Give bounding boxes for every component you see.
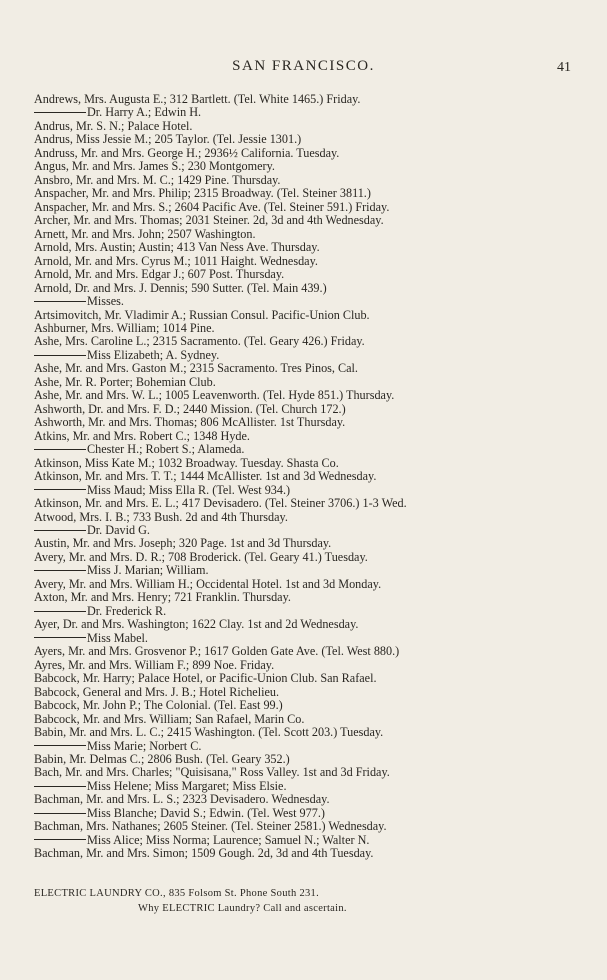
entry-text: Babcock, General and Mrs. J. B.; Hotel Richelieu.: [34, 684, 280, 699]
directory-entry: [34, 847, 574, 860]
directory-entry: [34, 120, 574, 133]
directory-sub-entry: [34, 632, 574, 645]
entry-text: Ayer, Dr. and Mrs. Washington; 1622 Clay. 1st and 2d Wednesday.: [34, 617, 359, 632]
directory-entry: [34, 187, 574, 200]
directory-entry: [34, 659, 574, 672]
entry-text: Bachman, Mr. and Mrs. Simon; 1509 Gough. 2d, 3d and 4th Tuesday.: [34, 846, 374, 861]
directory-sub-entry: [34, 740, 574, 753]
entry-text: Arnold, Mrs. Austin; Austin; 413 Van Ness Ave. Thursday.: [34, 240, 320, 255]
directory-entry: [34, 591, 574, 604]
directory-entry: [34, 753, 574, 766]
entry-text: Dr. David G.: [87, 523, 150, 537]
entry-text: Ashe, Mr. and Mrs. Gaston M.; 2315 Sacramento. Tres Pinos, Cal.: [34, 361, 358, 376]
directory-sub-entry: [34, 295, 574, 308]
directory-entry: [34, 645, 574, 658]
directory-entry: [34, 201, 574, 214]
directory-sub-entry: [34, 524, 574, 537]
directory-entry: [34, 511, 574, 524]
ditto-dash: [34, 301, 86, 302]
entry-text: Miss Helene; Miss Margaret; Miss Elsie.: [87, 778, 287, 793]
entry-text: Miss Elizabeth; A. Sydney.: [87, 347, 220, 362]
directory-sub-entry: [34, 605, 574, 618]
entry-text: Ashworth, Mr. and Mrs. Thomas; 806 McAllister. 1st Thursday.: [34, 415, 346, 430]
entry-text: Miss Maud; Miss Ella R. (Tel. West 934.): [87, 482, 291, 497]
entry-text: Bachman, Mrs. Nathanes; 2605 Steiner. (Tel. Steiner 2581.) Wednesday.: [34, 819, 387, 834]
ditto-dash: [34, 786, 86, 787]
directory-entry: [34, 699, 574, 712]
entry-text: Dr. Frederick R.: [87, 603, 167, 618]
entry-text: Anspacher, Mr. and Mrs. Philip; 2315 Broadway. (Tel. Steiner 3811.): [34, 186, 371, 201]
directory-entry: [34, 820, 574, 833]
footer-line-2: Why ELECTRIC Laundry? Call and ascertain.: [138, 903, 347, 914]
entry-text: Atwood, Mrs. I. B.; 733 Bush. 2d and 4th Thursday.: [34, 509, 288, 524]
directory-entry: [34, 430, 574, 443]
directory-entry: [34, 726, 574, 739]
entry-text: Artsimovitch, Mr. Vladimir A.; Russian Consul. Pacific-Union Club.: [34, 307, 370, 322]
entry-text: Andrus, Mr. S. N.; Palace Hotel.: [34, 118, 193, 133]
directory-sub-entry: [34, 443, 574, 456]
entry-text: Avery, Mr. and Mrs. William H.; Occidental Hotel. 1st and 3d Monday.: [34, 576, 382, 591]
directory-entry: [34, 766, 574, 779]
entry-text: Archer, Mr. and Mrs. Thomas; 2031 Steiner. 2d, 3d and 4th Wednesday.: [34, 213, 384, 228]
ditto-dash: [34, 355, 86, 356]
directory-entry: [34, 214, 574, 227]
entry-text: Ashe, Mrs. Caroline L.; 2315 Sacramento. (Tel. Geary 426.) Friday.: [34, 334, 365, 349]
entry-text: Babcock, Mr. John P.; The Colonial. (Tel. East 99.): [34, 698, 283, 713]
entry-text: Ansbro, Mr. and Mrs. M. C.; 1429 Pine. Thursday.: [34, 172, 281, 187]
advertisement-footer: [34, 886, 574, 916]
directory-sub-entry: [34, 807, 574, 820]
entry-text: Anspacher, Mr. and Mrs. S.; 2604 Pacific Ave. (Tel. Steiner 591.) Friday.: [34, 199, 390, 214]
entry-text: Atkinson, Mr. and Mrs. T. T.; 1444 McAllister. 1st and 3d Wednesday.: [34, 469, 377, 484]
directory-entry: [34, 497, 574, 510]
entry-text: Avery, Mr. and Mrs. D. R.; 708 Broderick. (Tel. Geary 41.) Tuesday.: [34, 549, 368, 564]
entry-text: Andrews, Mrs. Augusta E.; 312 Bartlett. (Tel. White 1465.) Friday.: [34, 92, 361, 106]
entry-text: Andruss, Mr. and Mrs. George H.; 2936½ California. Tuesday.: [34, 145, 340, 160]
directory-sub-entry: [34, 349, 574, 362]
entry-text: Dr. Harry A.; Edwin H.: [87, 105, 202, 120]
directory-entry: [34, 322, 574, 335]
entry-text: Ashburner, Mrs. William; 1014 Pine.: [34, 320, 215, 335]
entry-text: Ayres, Mr. and Mrs. William F.; 899 Noe. Friday.: [34, 657, 275, 672]
directory-entry: [34, 537, 574, 550]
directory-entry: [34, 686, 574, 699]
entry-text: Austin, Mr. and Mrs. Joseph; 320 Page. 1st and 3d Thursday.: [34, 536, 332, 551]
directory-entry: [34, 147, 574, 160]
ditto-dash: [34, 570, 86, 571]
entry-text: Atkins, Mr. and Mrs. Robert C.; 1348 Hyde.: [34, 428, 250, 443]
directory-sub-entry: [34, 780, 574, 793]
entry-text: Miss J. Marian; William.: [87, 563, 209, 578]
entry-text: Arnold, Mr. and Mrs. Cyrus M.; 1011 Haight. Wednesday.: [34, 253, 318, 268]
entry-text: Bachman, Mr. and Mrs. L. S.; 2323 Devisadero. Wednesday.: [34, 792, 330, 807]
entry-text: Andrus, Miss Jessie M.; 205 Taylor. (Tel. Jessie 1301.): [34, 132, 302, 147]
directory-entry: [34, 403, 574, 416]
ditto-dash: [34, 449, 86, 450]
ditto-dash: [34, 530, 86, 531]
directory-entry: [34, 228, 574, 241]
page-number: 41: [557, 60, 571, 75]
entry-text: Babin, Mr. and Mrs. L. C.; 2415 Washington. (Tel. Scott 203.) Tuesday.: [34, 725, 384, 740]
directory-sub-entry: [34, 106, 574, 119]
ditto-dash: [34, 839, 86, 840]
entry-text: Angus, Mr. and Mrs. James S.; 230 Montgomery.: [34, 159, 275, 174]
directory-entry: [34, 578, 574, 591]
entry-text: Arnold, Dr. and Mrs. J. Dennis; 590 Sutter. (Tel. Main 439.): [34, 280, 327, 295]
directory-entry: [34, 268, 574, 281]
entry-text: Ashe, Mr. and Mrs. W. L.; 1005 Leavenworth. (Tel. Hyde 851.) Thursday.: [34, 388, 395, 403]
directory-entry: [34, 672, 574, 685]
directory-entry: [34, 618, 574, 631]
directory-entries: [34, 93, 574, 861]
directory-entry: [34, 282, 574, 295]
directory-entry: [34, 457, 574, 470]
entry-text: Arnold, Mr. and Mrs. Edgar J.; 607 Post. Thursday.: [34, 267, 285, 282]
entry-text: Ashworth, Dr. and Mrs. F. D.; 2440 Mission. (Tel. Church 172.): [34, 401, 346, 416]
directory-entry: [34, 713, 574, 726]
entry-text: Atkinson, Mr. and Mrs. E. L.; 417 Devisadero. (Tel. Steiner 3706.) 1-3 Wed.: [34, 496, 407, 511]
entry-text: Ayers, Mr. and Mrs. Grosvenor P.; 1617 Golden Gate Ave. (Tel. West 880.): [34, 644, 400, 659]
directory-sub-entry: [34, 564, 574, 577]
directory-entry: [34, 335, 574, 348]
entry-text: Bach, Mr. and Mrs. Charles; "Quisisana," Ross Valley. 1st and 3d Friday.: [34, 765, 390, 780]
ditto-dash: [34, 489, 86, 490]
directory-entry: [34, 174, 574, 187]
directory-entry: [34, 241, 574, 254]
ditto-dash: [34, 112, 86, 113]
page-title: SAN FRANCISCO.: [232, 58, 375, 74]
entry-text: Babcock, Mr. and Mrs. William; San Rafael, Marin Co.: [34, 711, 305, 726]
directory-entry: [34, 160, 574, 173]
entry-text: Arnett, Mr. and Mrs. John; 2507 Washington.: [34, 226, 256, 241]
entry-text: Babin, Mr. Delmas C.; 2806 Bush. (Tel. Geary 352.): [34, 751, 290, 766]
directory-entry: [34, 133, 574, 146]
directory-entry: [34, 255, 574, 268]
ditto-dash: [34, 813, 86, 814]
directory-entry: [34, 551, 574, 564]
entry-text: Ashe, Mr. R. Porter; Bohemian Club.: [34, 374, 216, 389]
entry-text: Misses.: [87, 294, 124, 309]
directory-entry: [34, 309, 574, 322]
directory-entry: [34, 376, 574, 389]
directory-entry: [34, 416, 574, 429]
footer-line-1: ELECTRIC LAUNDRY CO., 835 Folsom St. Phone South 231.: [34, 888, 320, 899]
entry-text: Atkinson, Miss Kate M.; 1032 Broadway. Tuesday. Shasta Co.: [34, 455, 339, 470]
entry-text: Miss Blanche; David S.; Edwin. (Tel. West 977.): [87, 805, 325, 820]
directory-entry: [34, 389, 574, 402]
ditto-dash: [34, 611, 86, 612]
directory-entry: [34, 793, 574, 806]
ditto-dash: [34, 637, 86, 638]
entry-text: Chester H.; Robert S.; Alameda.: [87, 442, 245, 457]
directory-entry: [34, 362, 574, 375]
ditto-dash: [34, 745, 86, 746]
entry-text: Miss Alice; Miss Norma; Laurence; Samuel N.; Walter N.: [87, 832, 370, 847]
entry-text: Miss Mabel.: [87, 630, 148, 645]
directory-sub-entry: [34, 484, 574, 497]
entry-text: Babcock, Mr. Harry; Palace Hotel, or Pacific-Union Club. San Rafael.: [34, 671, 377, 686]
directory-entry: [34, 470, 574, 483]
directory-sub-entry: [34, 834, 574, 847]
directory-entry: [34, 93, 574, 106]
entry-text: Miss Marie; Norbert C.: [87, 738, 202, 753]
entry-text: Axton, Mr. and Mrs. Henry; 721 Franklin. Thursday.: [34, 590, 291, 605]
